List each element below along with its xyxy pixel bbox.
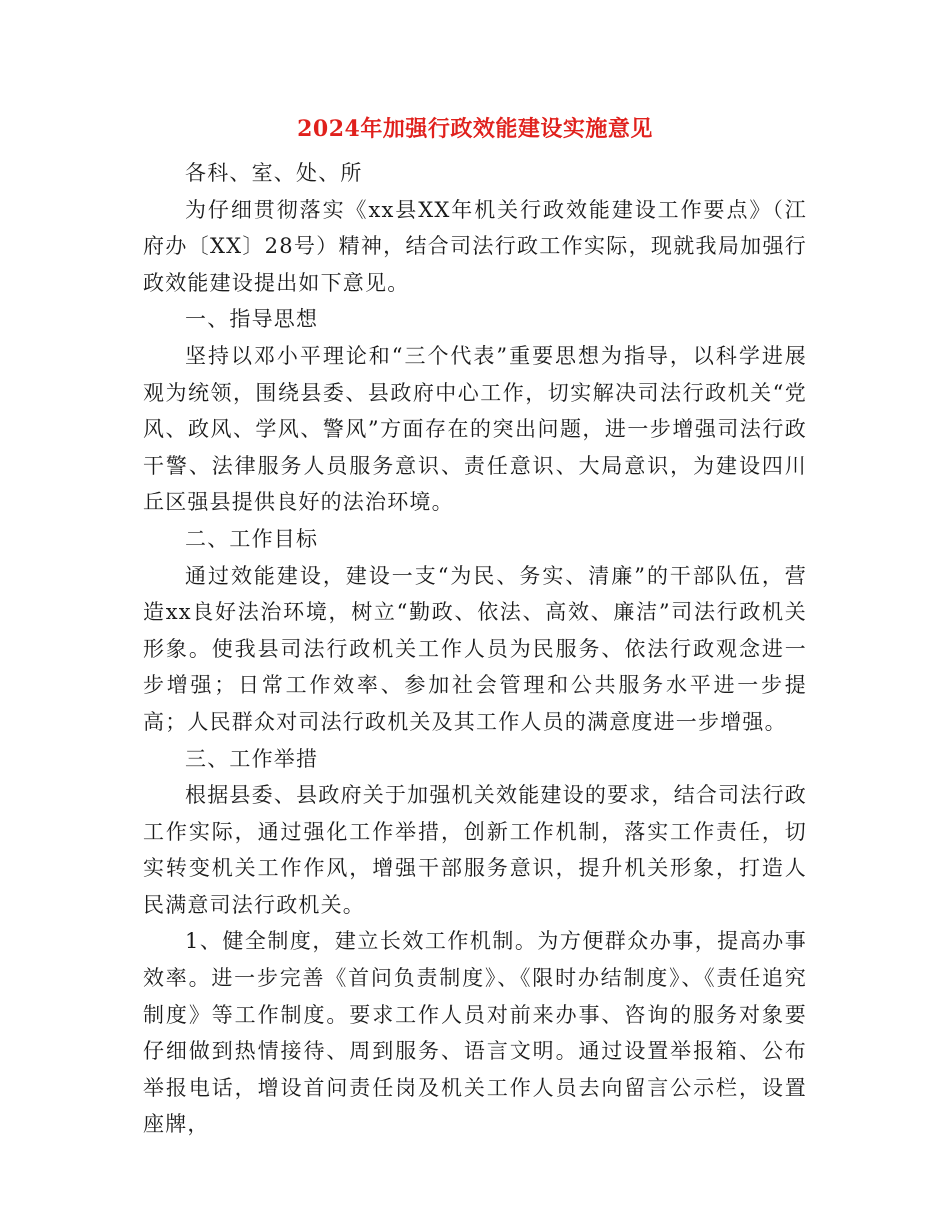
- section-heading-work-goals: 二、工作目标: [185, 526, 319, 551]
- paragraph-salutation: 各科、室、处、所: [185, 161, 363, 185]
- paragraph-intro: 为仔细贯彻落实《xx县XX年机关行政效能建设工作要点》（江府办〔XX〕28号）精神，结合司法行政工作实际，现就我局加强行政效能建设提出如下意见。: [143, 197, 807, 295]
- paragraph-work-goals: 通过效能建设，建设一支“为民、务实、清廉”的干部队伍，营造xx良好法治环境，树立“勤政、依法、高效、廉洁”司法行政机关形象。使我县司法行政机关工作人员为民服务、依法行政观念进一步增强；日常工作效率、参加社会管理和公共服务水平进一步提高；人民群众对司法行政机关及其工作人员的满意度进一步增强。: [143, 563, 807, 734]
- paragraph-measure-1: 1、健全制度，建立长效工作机制。为方便群众办事，提高办事效率。进一步完善《首问负责制度》、《限时办结制度》、《责任追究制度》等工作制度。要求工作人员对前来办事、咨询的服务对象要仔细做到热情接待、周到服务、语言文明。通过设置举报箱、公布举报电话，增设首问责任岗及机关工作人员去向留言公示栏，设置座牌，: [143, 929, 807, 1137]
- paragraph-guiding-ideology: 坚持以邓小平理论和“三个代表”重要思想为指导，以科学进展观为统领，围绕县委、县政府中心工作，切实解决司法行政机关“党风、政风、学风、警风”方面存在的突出问题，进一步增强司法行政干警、法律服务人员服务意识、责任意识、大局意识，为建设四川丘区强县提供良好的法治环境。: [143, 343, 807, 515]
- section-heading-guiding-ideology: 一、指导思想: [185, 307, 319, 332]
- paragraph-work-measures: 根据县委、县政府关于加强机关效能建设的要求，结合司法行政工作实际，通过强化工作举措，创新工作机制，落实工作责任，切实转变机关工作作风，增强干部服务意识，提升机关形象，打造人民满意司法行政机关。: [143, 783, 807, 917]
- document-body: [143, 155, 807, 1143]
- section-heading-work-measures: 三、工作举措: [185, 746, 319, 771]
- document-title: 2024年加强行政效能建设实施意见: [297, 116, 653, 142]
